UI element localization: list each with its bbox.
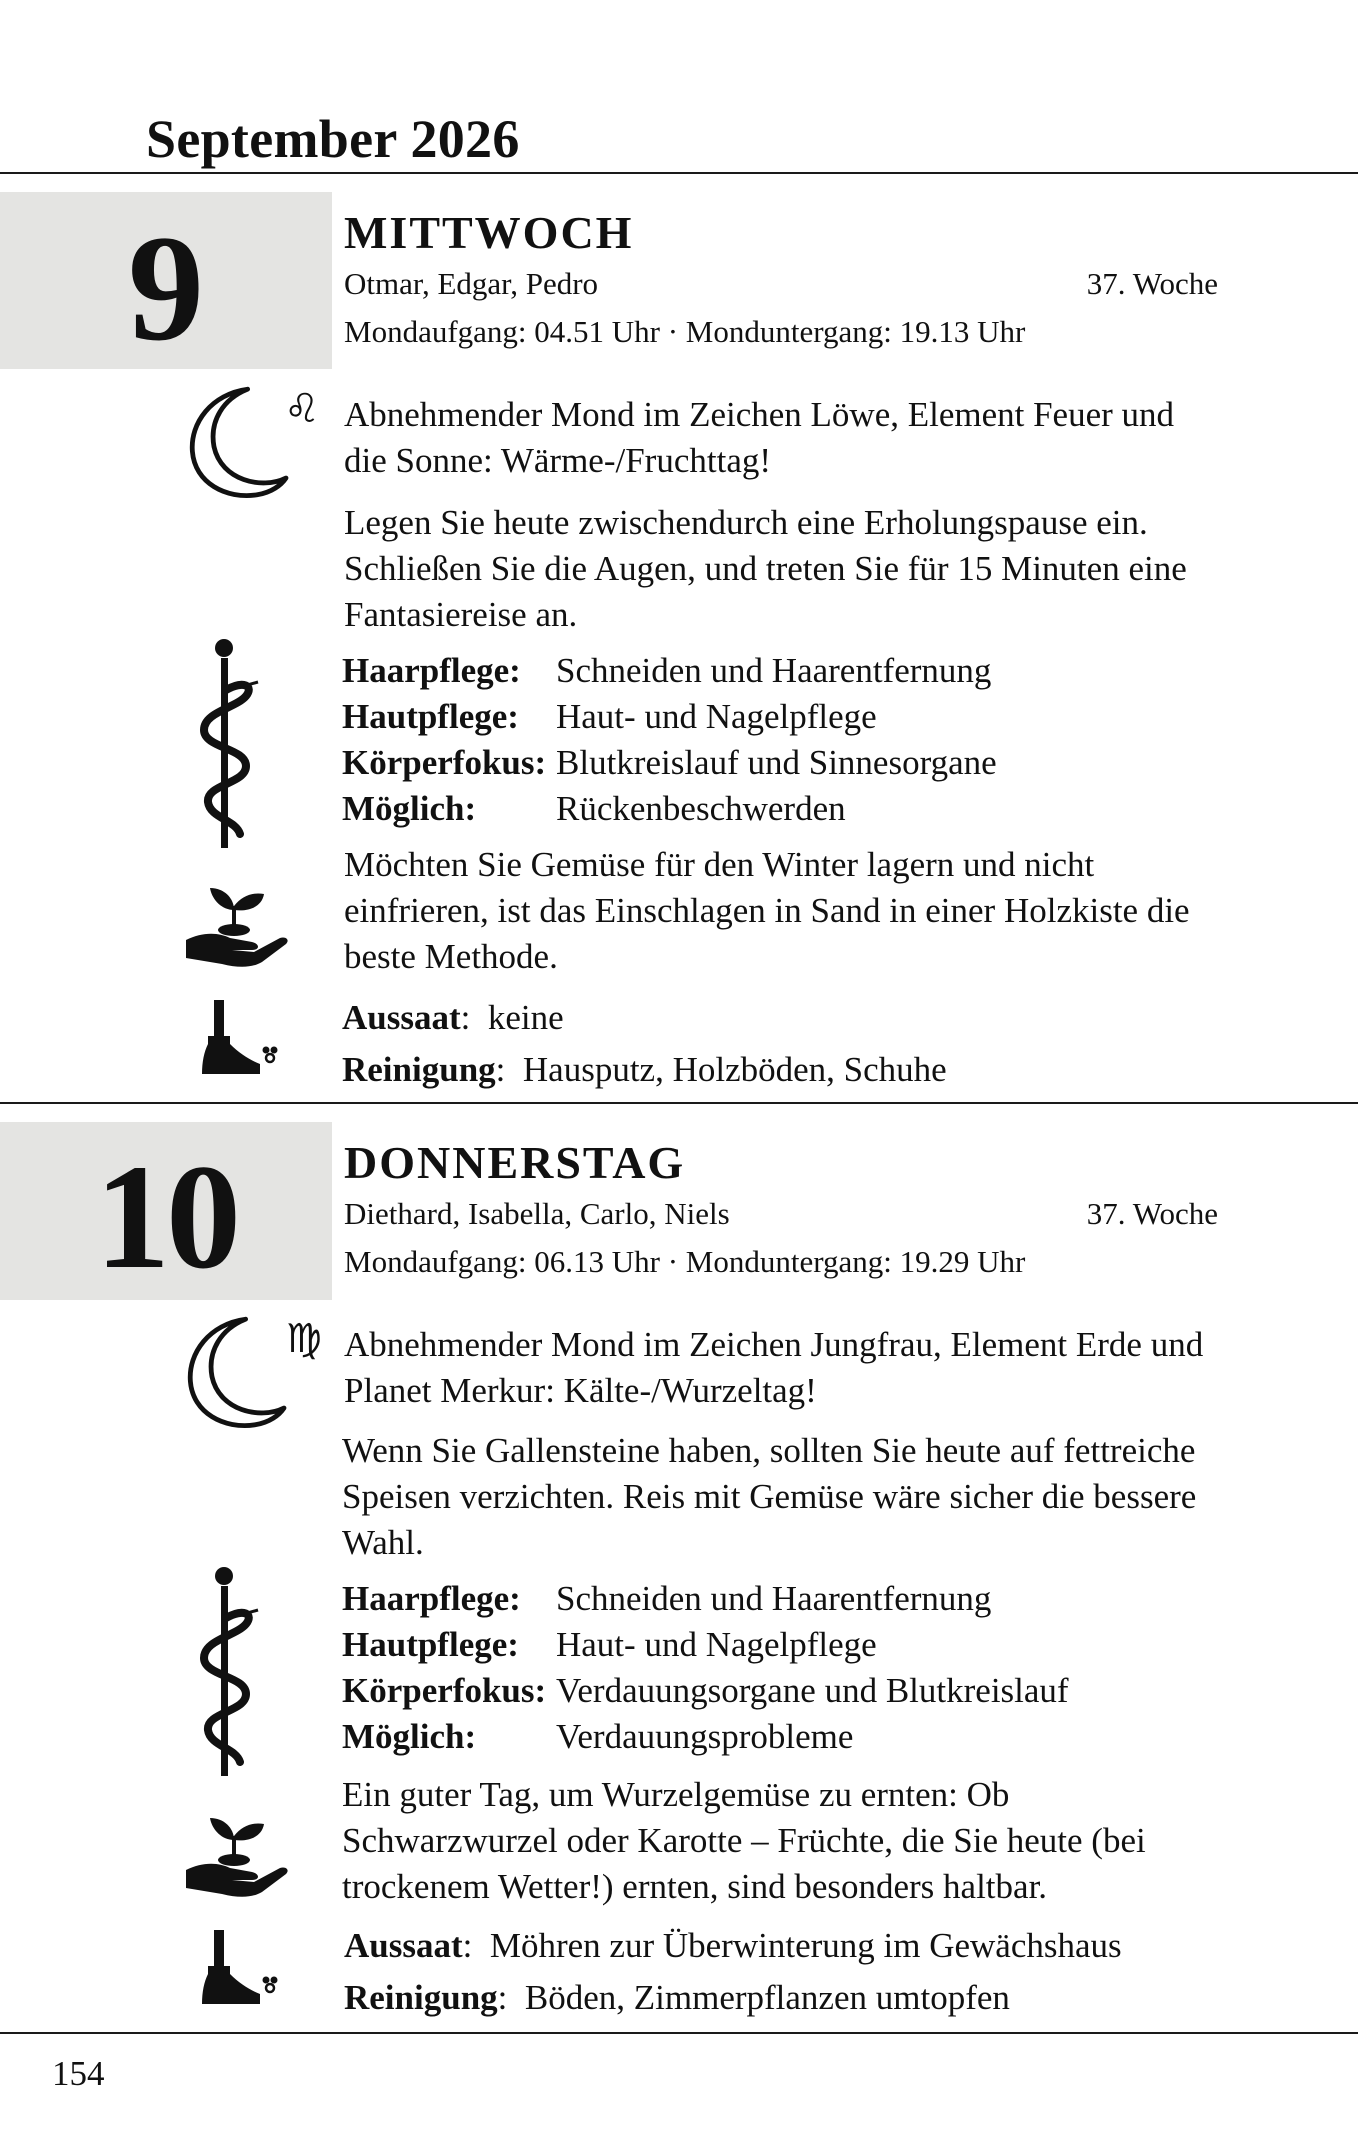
broom-icon bbox=[200, 998, 280, 1078]
waning-moon-icon bbox=[178, 382, 298, 502]
daily-tip: Wenn Sie Gallensteine haben, sollten Sie heute auf fettreiche Speisen verzichten. Reis mit Gemüse wäre sicher die bessere Wahl. bbox=[342, 1431, 1197, 1562]
care-row bbox=[342, 694, 1242, 740]
broom-icon bbox=[200, 1928, 280, 2008]
day-number: 10 bbox=[95, 1134, 237, 1300]
care-label: Körperfokus: bbox=[342, 743, 547, 782]
care-value: Verdauungsorgane und Blutkreislauf bbox=[556, 1671, 1069, 1710]
care-row bbox=[342, 786, 1242, 832]
care-row bbox=[342, 740, 1242, 786]
care-row bbox=[342, 1668, 1242, 1714]
care-value: Rückenbeschwerden bbox=[556, 789, 846, 828]
care-row bbox=[342, 1622, 1242, 1668]
caduceus-icon bbox=[196, 638, 266, 854]
day-number: 9 bbox=[128, 204, 204, 372]
caduceus-icon bbox=[196, 1566, 266, 1782]
sowing-label: Aussaat bbox=[342, 998, 461, 1037]
care-label: Hautpflege: bbox=[342, 1625, 519, 1664]
care-label: Möglich: bbox=[342, 1717, 477, 1756]
daily-tip: Legen Sie heute zwischendurch eine Erholungspause ein. Schließen Sie die Augen, und treten Sie für 15 Minuten eine Fantasiereise an. bbox=[344, 503, 1187, 634]
moon-times: Mondaufgang: 06.13 Uhr · Monduntergang: 19.29 Uhr bbox=[344, 1244, 1026, 1279]
bottom-divider bbox=[0, 2032, 1358, 2034]
care-row bbox=[342, 648, 1242, 694]
moon-times: Mondaufgang: 04.51 Uhr · Monduntergang: 19.13 Uhr bbox=[344, 314, 1026, 349]
garden-tip: Ein guter Tag, um Wurzelgemüse zu ernten: Ob Schwarzwurzel oder Karotte – Früchte, die Sie heute (bei trockenem Wetter!) ernten, sind besonders haltbar. bbox=[342, 1775, 1146, 1906]
sowing-value: keine bbox=[487, 998, 564, 1037]
sowing-line: Aussaat: Möhren zur Überwinterung im Gewächshaus bbox=[344, 1926, 1122, 1965]
day-divider bbox=[0, 1102, 1358, 1104]
care-label: Möglich: bbox=[342, 789, 477, 828]
care-value: Blutkreislauf und Sinnesorgane bbox=[556, 743, 997, 782]
care-table bbox=[342, 1576, 1242, 1760]
page-title: September 2026 bbox=[146, 109, 520, 169]
weekday: DONNERSTAG bbox=[344, 1137, 686, 1188]
care-label: Haarpflege: bbox=[342, 651, 521, 690]
care-value: Haut- und Nagelpflege bbox=[556, 1625, 877, 1664]
name-days: Diethard, Isabella, Carlo, Niels bbox=[344, 1196, 730, 1231]
care-label: Körperfokus: bbox=[342, 1671, 547, 1710]
care-label: Haarpflege: bbox=[342, 1579, 521, 1618]
care-value: Schneiden und Haarentfernung bbox=[556, 1579, 992, 1618]
care-row bbox=[342, 1714, 1242, 1760]
page-number: 154 bbox=[52, 2054, 105, 2093]
cleaning-label: Reinigung bbox=[344, 1978, 498, 2017]
care-value: Verdauungsprobleme bbox=[556, 1717, 854, 1756]
zodiac-leo-icon: ♌ bbox=[284, 386, 320, 432]
cleaning-line: Reinigung: Böden, Zimmerpflanzen umtopfen bbox=[344, 1978, 1010, 2017]
waning-moon-icon bbox=[176, 1312, 296, 1432]
care-value: Haut- und Nagelpflege bbox=[556, 697, 877, 736]
garden-tip: Möchten Sie Gemüse für den Winter lagern und nicht einfrieren, ist das Einschlagen in Sand in einer Holzkiste die beste Methode. bbox=[344, 845, 1190, 976]
top-divider bbox=[0, 172, 1358, 174]
moon-sign-text: Abnehmender Mond im Zeichen Löwe, Element Feuer und die Sonne: Wärme-/Fruchttag! bbox=[344, 395, 1175, 480]
care-table bbox=[342, 648, 1242, 832]
sowing-label: Aussaat bbox=[344, 1926, 463, 1965]
cleaning-line: Reinigung: Hausputz, Holzböden, Schuhe bbox=[342, 1050, 947, 1089]
week-number: 37. Woche bbox=[1086, 266, 1218, 301]
moon-sign-text: Abnehmender Mond im Zeichen Jungfrau, Element Erde und Planet Merkur: Kälte-/Wurzeltag! bbox=[344, 1325, 1204, 1410]
seedling-hand-icon bbox=[182, 878, 292, 968]
cleaning-value: Böden, Zimmerpflanzen umtopfen bbox=[524, 1978, 1010, 2017]
zodiac-virgo-icon: ♍ bbox=[286, 1316, 322, 1362]
care-label: Hautpflege: bbox=[342, 697, 519, 736]
care-value: Schneiden und Haarentfernung bbox=[556, 651, 992, 690]
cleaning-label: Reinigung bbox=[342, 1050, 496, 1089]
care-row bbox=[342, 1576, 1242, 1622]
name-days: Otmar, Edgar, Pedro bbox=[344, 266, 599, 301]
weekday: MITTWOCH bbox=[344, 207, 634, 258]
seedling-hand-icon bbox=[182, 1808, 292, 1898]
cleaning-value: Hausputz, Holzböden, Schuhe bbox=[522, 1050, 947, 1089]
sowing-line: Aussaat: keine bbox=[342, 998, 564, 1037]
sowing-value: Möhren zur Überwinterung im Gewächshaus bbox=[489, 1926, 1122, 1965]
week-number: 37. Woche bbox=[1086, 1196, 1218, 1231]
